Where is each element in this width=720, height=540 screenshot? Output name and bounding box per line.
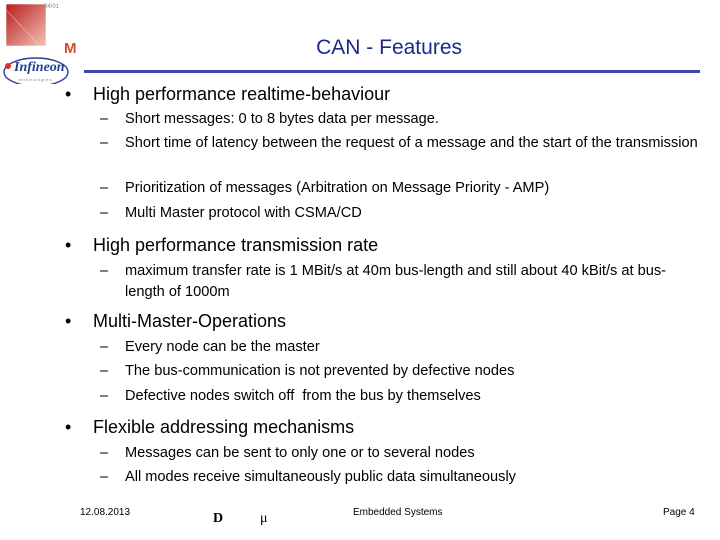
sub-bullet-text: All modes receive simultaneously public data simultaneously [125, 469, 516, 485]
slide-title: CAN - Features [316, 36, 462, 59]
sub-bullet-marker: – [100, 469, 109, 485]
footer-symbol-mu: μ [260, 511, 268, 526]
sub-bullet-text: Messages can be sent to only one or to several nodes [125, 445, 475, 461]
bullet-marker: • [65, 84, 72, 104]
footer-center-text: Embedded Systems [353, 507, 443, 518]
bullet-marker: • [65, 311, 72, 331]
sub-bullet-text: The bus-communication is not prevented by defective nodes [125, 363, 515, 379]
sub-bullet-text: Defective nodes switch off from the bus by themselves [125, 388, 481, 404]
sub-bullet-marker: – [100, 388, 109, 404]
sub-bullet-marker: – [100, 263, 109, 279]
sub-bullet-text: Multi Master protocol with CSMA/CD [125, 205, 362, 221]
corner-text: 04/01 [44, 4, 60, 10]
bullet-text: Multi-Master-Operations [93, 311, 287, 331]
footer-page-number: Page 4 [663, 507, 695, 518]
sub-bullet-marker: – [100, 339, 109, 355]
sub-bullet-marker: – [100, 180, 109, 196]
bullet-text: High performance transmission rate [93, 235, 379, 255]
sub-bullet-text: maximum transfer rate is 1 MBit/s at 40m bus-length and still about 40 kBit/s at bus-length of 1000m [125, 263, 667, 300]
sub-bullet-text: Short time of latency between the request of a message and the start of the transmission [125, 135, 698, 151]
sub-bullet-text: Prioritization of messages (Arbitration on Message Priority - AMP) [125, 180, 550, 196]
logo-tagline: technologies [18, 77, 53, 82]
bullet-text: Flexible addressing mechanisms [93, 417, 355, 437]
bullet-text: High performance realtime-behaviour [93, 84, 391, 104]
bullet-marker: • [65, 417, 72, 437]
sub-bullet-text: Every node can be the master [125, 339, 320, 355]
sub-bullet-marker: – [100, 363, 109, 379]
logo-brand: Infineon [14, 60, 65, 75]
footer-symbol-d: D [213, 511, 224, 526]
sub-bullet-text: Short messages: 0 to 8 bytes data per message. [125, 111, 439, 127]
sub-bullet-marker: – [100, 205, 109, 221]
sub-bullet-marker: – [100, 445, 109, 461]
logo-letter: M [64, 40, 77, 57]
sub-bullet-marker: – [100, 111, 109, 127]
footer-date: 12.08.2013 [80, 507, 131, 518]
sub-bullet-marker: – [100, 135, 109, 151]
bullet-marker: • [65, 235, 72, 255]
